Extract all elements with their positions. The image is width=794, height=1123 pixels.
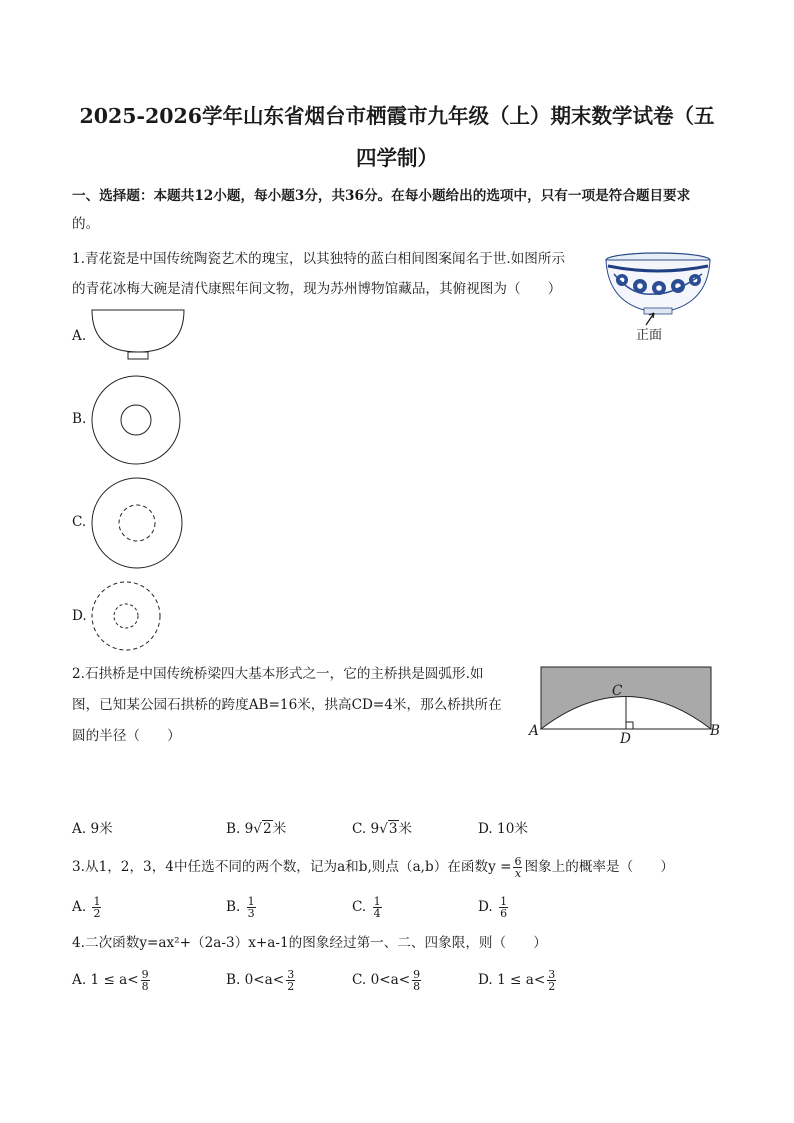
- q1-option-c-figure: [90, 476, 184, 570]
- q2-text-line2: 图，已知某公园石拱桥的跨度AB=16米，拱高CD=4米，那么桥拱所在: [72, 697, 502, 713]
- page-title-line2: 四学制）: [356, 146, 438, 170]
- q3-fraction: $\frac{6}{x}$: [514, 855, 522, 880]
- q2-option-c: C. 9√3米: [352, 821, 413, 837]
- q1-option-b-figure: [90, 374, 182, 466]
- q2-option-d: D. 10米: [478, 821, 528, 837]
- q1-option-a-label: A.: [72, 328, 87, 344]
- q4-option-d: D. 1 ≤ a< $\frac{3}{2}$: [478, 968, 556, 993]
- point-b-label: B: [710, 723, 720, 739]
- point-d-label: D: [620, 731, 631, 747]
- q1-option-c-label: C.: [72, 514, 87, 530]
- point-a-label: A: [529, 723, 539, 739]
- q2-option-a: A. 9米: [72, 821, 113, 837]
- q3-option-c: C. $\frac{1}{4}$: [352, 895, 381, 920]
- q3-option-b: B. $\frac{1}{3}$: [226, 895, 255, 920]
- q4-option-c: C. 0<a< $\frac{9}{8}$: [352, 968, 421, 993]
- q4-option-b: B. 0<a< $\frac{3}{2}$: [226, 968, 295, 993]
- q2-text-line3: 圆的半径（ ）: [72, 728, 181, 744]
- section-header: 一、选择题：本题共12小题，每小题3分，共36分。在每小题给出的选项中，只有一项是符合题目要求: [72, 188, 691, 204]
- q1-option-b-label: B.: [72, 411, 87, 427]
- q2-text-line1: 2.石拱桥是中国传统桥梁四大基本形式之一，它的主桥拱是圆弧形.如: [72, 666, 484, 682]
- q3-text: 3.从1，2，3，4中任选不同的两个数，记为a和b,则点（a,b）在函数y = $\frac{6}{x}$ 图象上的概率是（ ）: [72, 855, 674, 880]
- q1-option-d-figure: [90, 580, 162, 652]
- front-label: 正面: [636, 328, 663, 343]
- q1-option-a-figure: [90, 306, 186, 362]
- q1-text-line1: 1.青花瓷是中国传统陶瓷艺术的瑰宝，以其独特的蓝白相间图案闻名于世.如图所示: [72, 251, 566, 267]
- section-header-cont: 的。: [72, 216, 100, 232]
- q4-option-a: A. 1 ≤ a< $\frac{9}{8}$: [72, 968, 149, 993]
- q3-option-d: D. $\frac{1}{6}$: [478, 895, 508, 920]
- q2-option-b: B. 9√2米: [226, 821, 287, 837]
- point-c-label: C: [612, 683, 623, 699]
- q1-text-line2: 的青花冰梅大碗是清代康熙年间文物，现为苏州博物馆藏品，其俯视图为（ ）: [72, 281, 562, 297]
- page-title-line1: 2025-2026学年山东省烟台市栖霞市九年级（上）期末数学试卷（五: [79, 104, 715, 128]
- q4-text: 4.二次函数y=ax²+（2a-3）x+a-1的图象经过第一、二、四象限，则（ ）: [72, 935, 547, 951]
- q3-option-a: A. $\frac{1}{2}$: [72, 895, 101, 920]
- q1-option-d-label: D.: [72, 608, 87, 624]
